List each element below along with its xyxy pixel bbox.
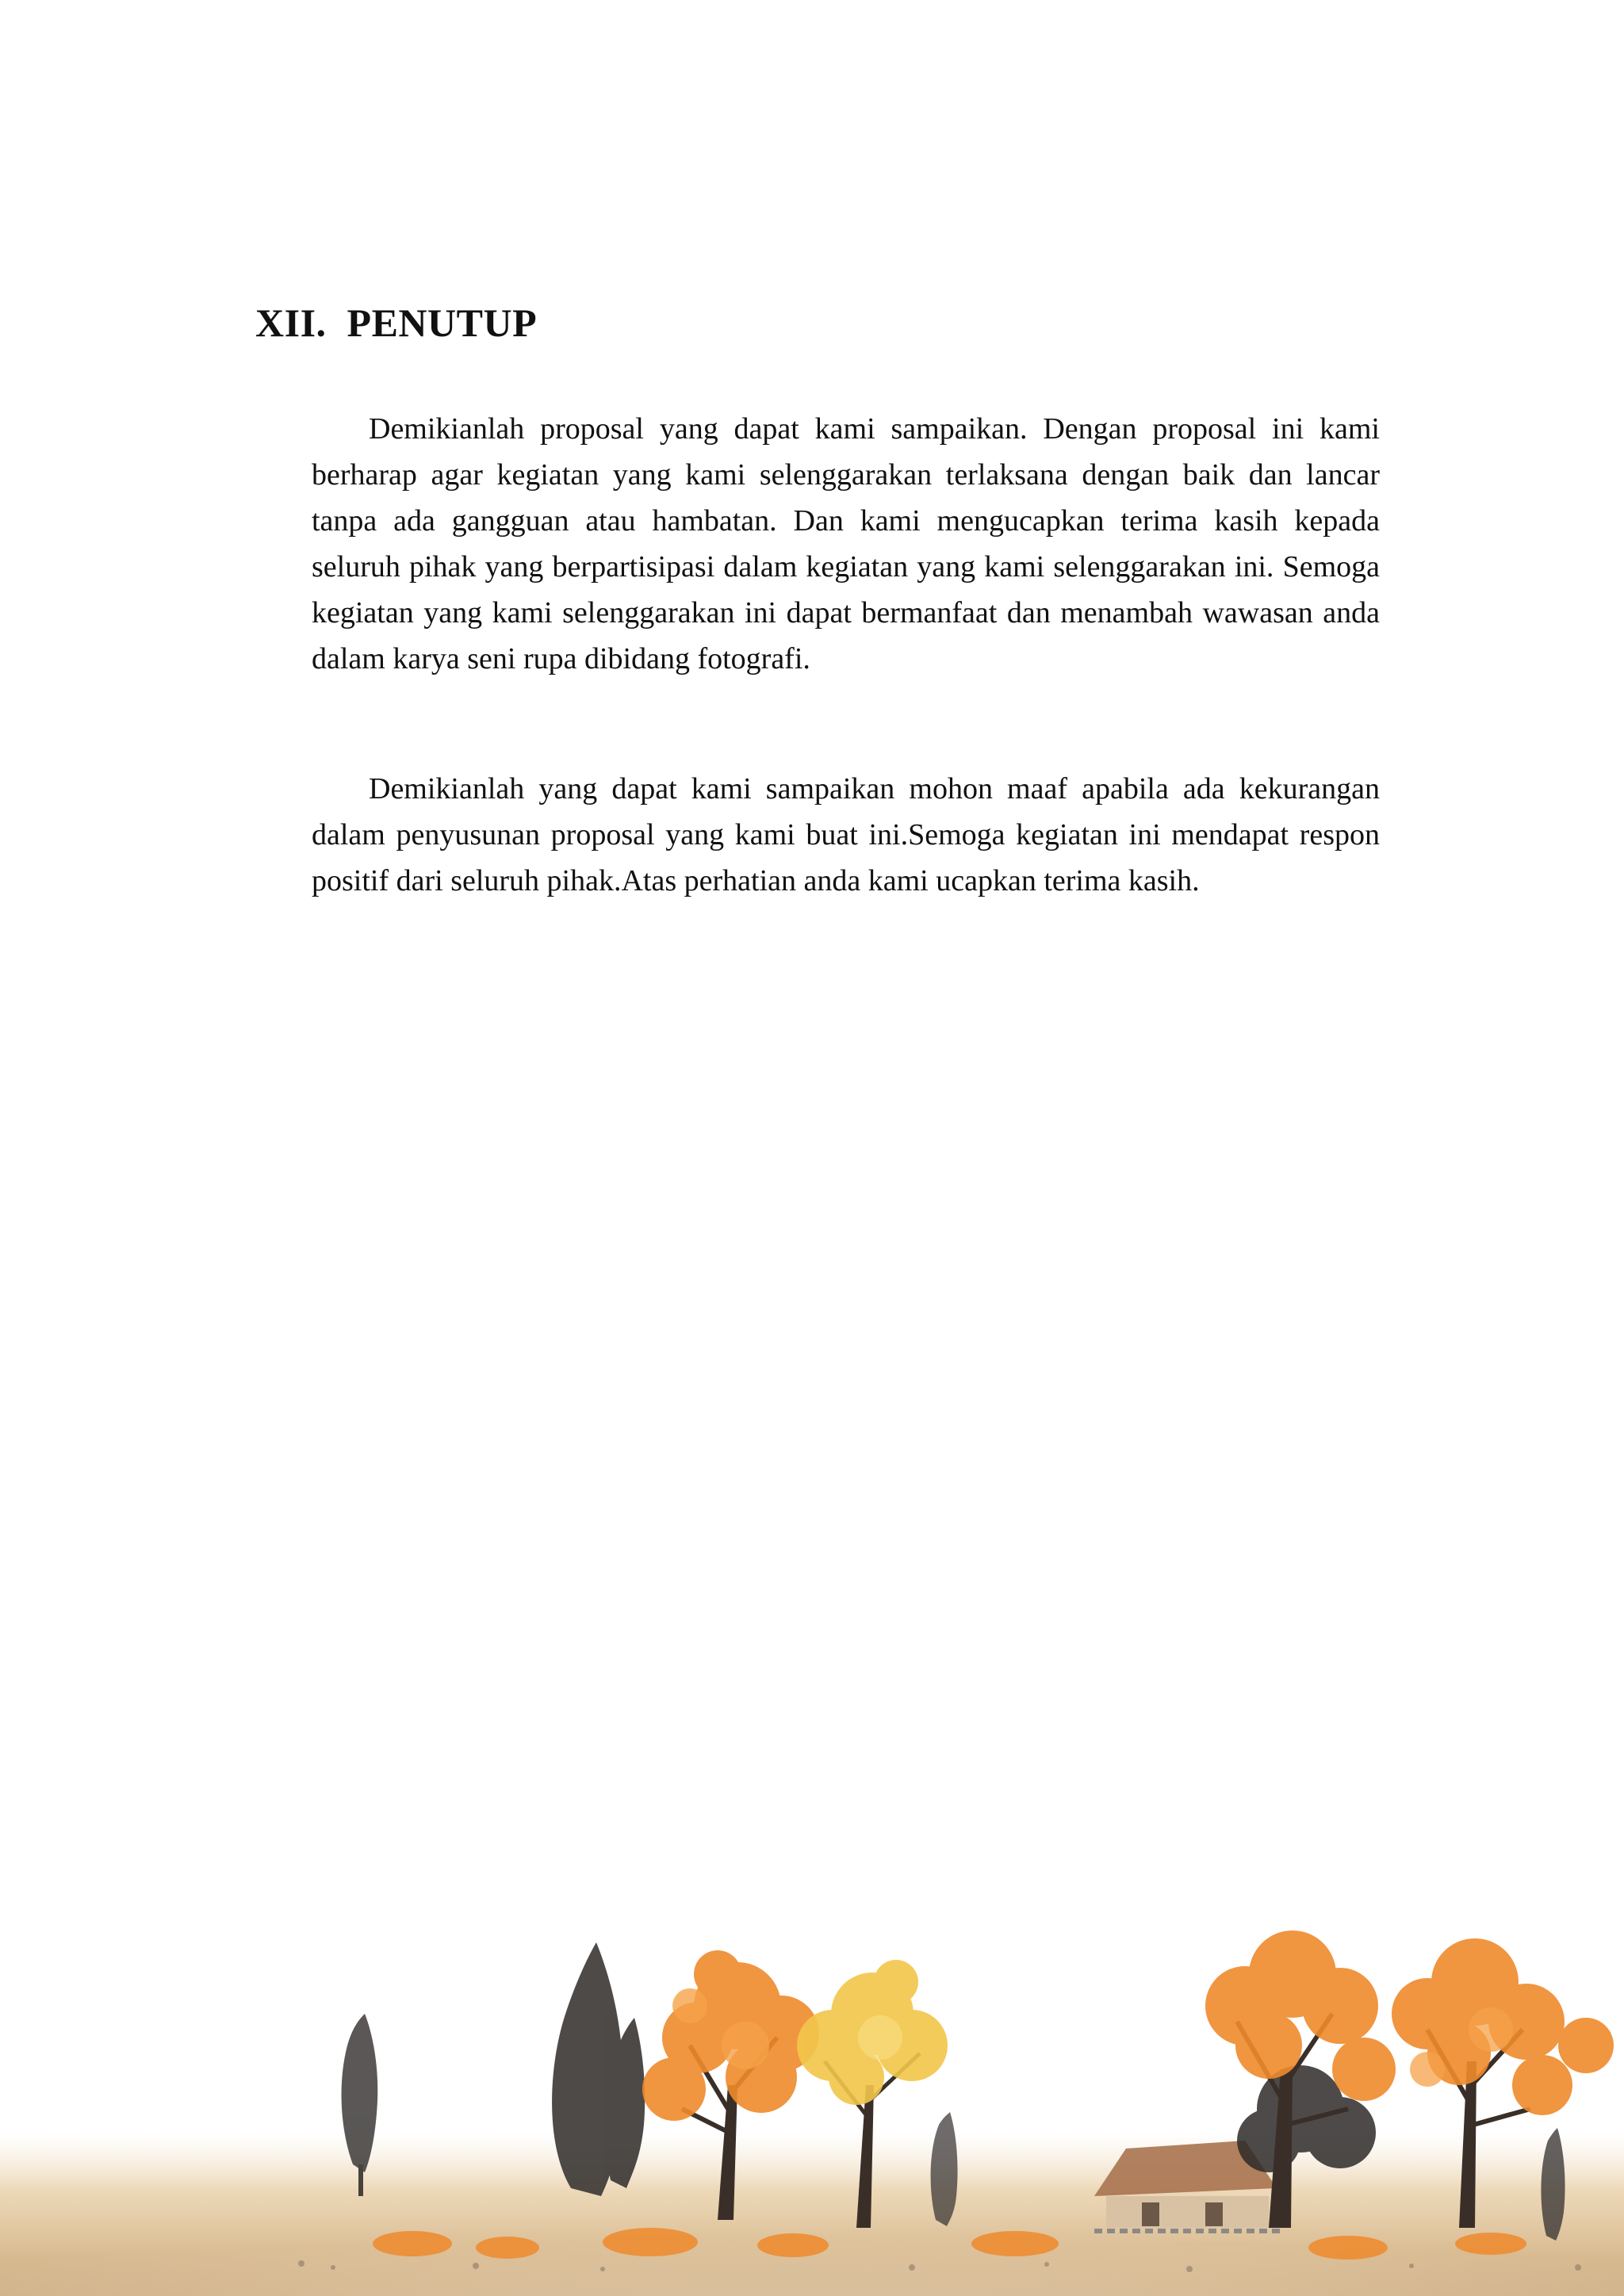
section-heading — [255, 300, 537, 346]
cypress-tree-small — [931, 2112, 958, 2226]
closing-paragraph-1: Demikianlah proposal yang dapat kami sampaikan. Dengan proposal ini kami berharap agar kegiatan yang kami selenggarakan terlaksana dengan baik dan lancar tanpa ada gangguan atau hambatan. Dan kami mengucapkan terima kasih kepada seluruh pihak yang berpartisipasi dalam kegiatan yang kami selenggarakan ini. Semoga kegiatan yang kami selenggarakan ini dapat bermanfaat dan menambah wawasan anda dalam karya seni rupa dibidang fotografi. — [312, 412, 1380, 675]
autumn-landscape-illustration — [0, 1847, 1624, 2296]
section-number: XII. — [255, 300, 327, 345]
section-title: PENUTUP — [347, 300, 538, 345]
cypress-tree-center — [552, 1942, 645, 2196]
closing-paragraph-2: Demikianlah yang dapat kami sampaikan mohon maaf apabila ada kekurangan dalam penyusunan proposal yang kami buat ini.Semoga kegiatan ini mendapat respon positif dari seluruh pihak.Atas perhatian anda kami ucapkan terima kasih. — [312, 772, 1380, 897]
